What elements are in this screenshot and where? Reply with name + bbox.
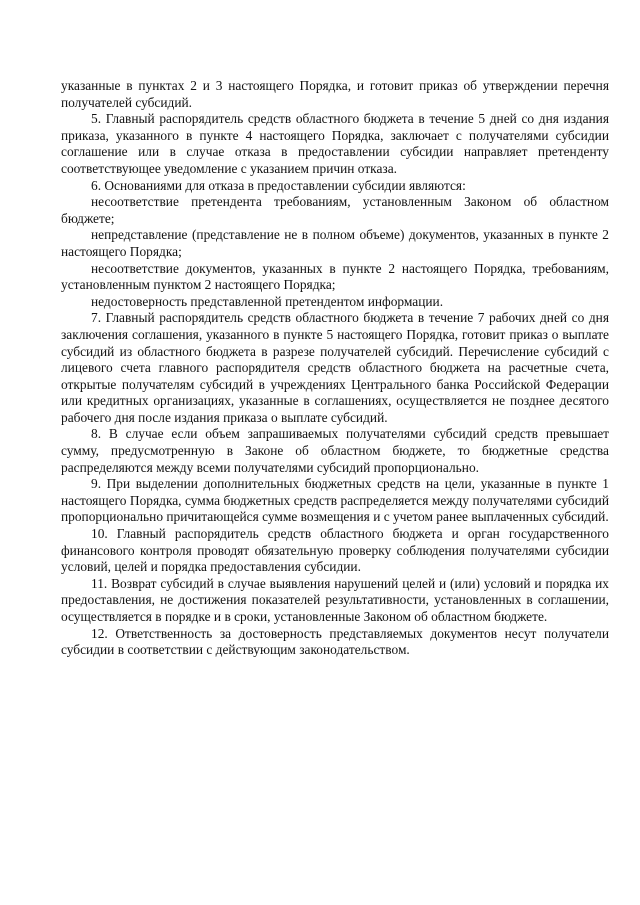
- paragraph-9: 9. При выделении дополнительных бюджетных средств на цели, указанные в пункте 1 настоящего Порядка, сумма бюджетных средств распределяется между получателями субсидий пропорционально причитающейся сумме возмещения и с учетом ранее выплаченных субсидий.: [61, 476, 609, 525]
- refusal-reason-4: недостоверность представленной претендентом информации.: [91, 293, 444, 309]
- paragraph-6: 6. Основаниями для отказа в предоставлении субсидии являются:: [91, 177, 466, 193]
- paragraph-11: 11. Возврат субсидий в случае выявления нарушений целей и (или) условий и порядка их предоставления, не достижения показателей результативности, установленных в соглашении, осуществляется в порядке и в сроки, установленные Законом об областном бюджете.: [61, 575, 609, 624]
- paragraph-8: 8. В случае если объем запрашиваемых получателями субсидий средств превышает сумму, предусмотренную в Законе об областном бюджете, то бюджетные средства распределяются между всеми получателями субсидий пропорционально.: [61, 426, 609, 475]
- paragraph-10: 10. Главный распорядитель средств областного бюджета и орган государственного финансового контроля проводят обязательную проверку соблюдения получателями субсидии условий, целей и порядка предоставления субсидии.: [61, 526, 609, 575]
- paragraph-7: 7. Главный распорядитель средств областного бюджета в течение 7 рабочих дней со дня заключения соглашения, указанного в пункте 5 настоящего Порядка, готовит приказ о выплате субсидий из областного бюджета в разрезе получателей субсидий. Перечисление субсидий с лицевого счета главного распорядителя средств областного бюджета на расчетные счета, открытые получателям субсидий в учреждениях Центрального банка Российской Федерации или кредитных организациях, указанные в соглашениях, осуществляется не позднее десятого рабочего дня после издания приказа о выплате субсидий.: [61, 310, 609, 425]
- refusal-reason-3: несоответствие документов, указанных в пункте 2 настоящего Порядка, требованиям, установленным пунктом 2 настоящего Порядка;: [61, 260, 609, 293]
- paragraph-continuation: указанные в пунктах 2 и 3 настоящего Порядка, и готовит приказ об утверждении перечня получателей субсидий.: [61, 78, 609, 110]
- refusal-reason-2: непредставление (представление не в полном объеме) документов, указанных в пункте 2 настоящего Порядка;: [61, 227, 609, 259]
- paragraph-5: 5. Главный распорядитель средств областного бюджета в течение 5 дней со дня издания приказа, указанного в пункте 4 настоящего Порядка, заключает с получателями субсидии соглашение или в случае отказа в предоставлении субсидии направляет претенденту соответствующее уведомление с указанием причин отказа.: [61, 111, 609, 176]
- paragraph-12: 12. Ответственность за достоверность представляемых документов несут получатели субсидии в соответствии с действующим законодательством.: [61, 625, 609, 658]
- document-page: [61, 78, 609, 659]
- refusal-reason-1: несоответствие претендента требованиям, установленным Законом об областном бюджете;: [61, 194, 609, 226]
